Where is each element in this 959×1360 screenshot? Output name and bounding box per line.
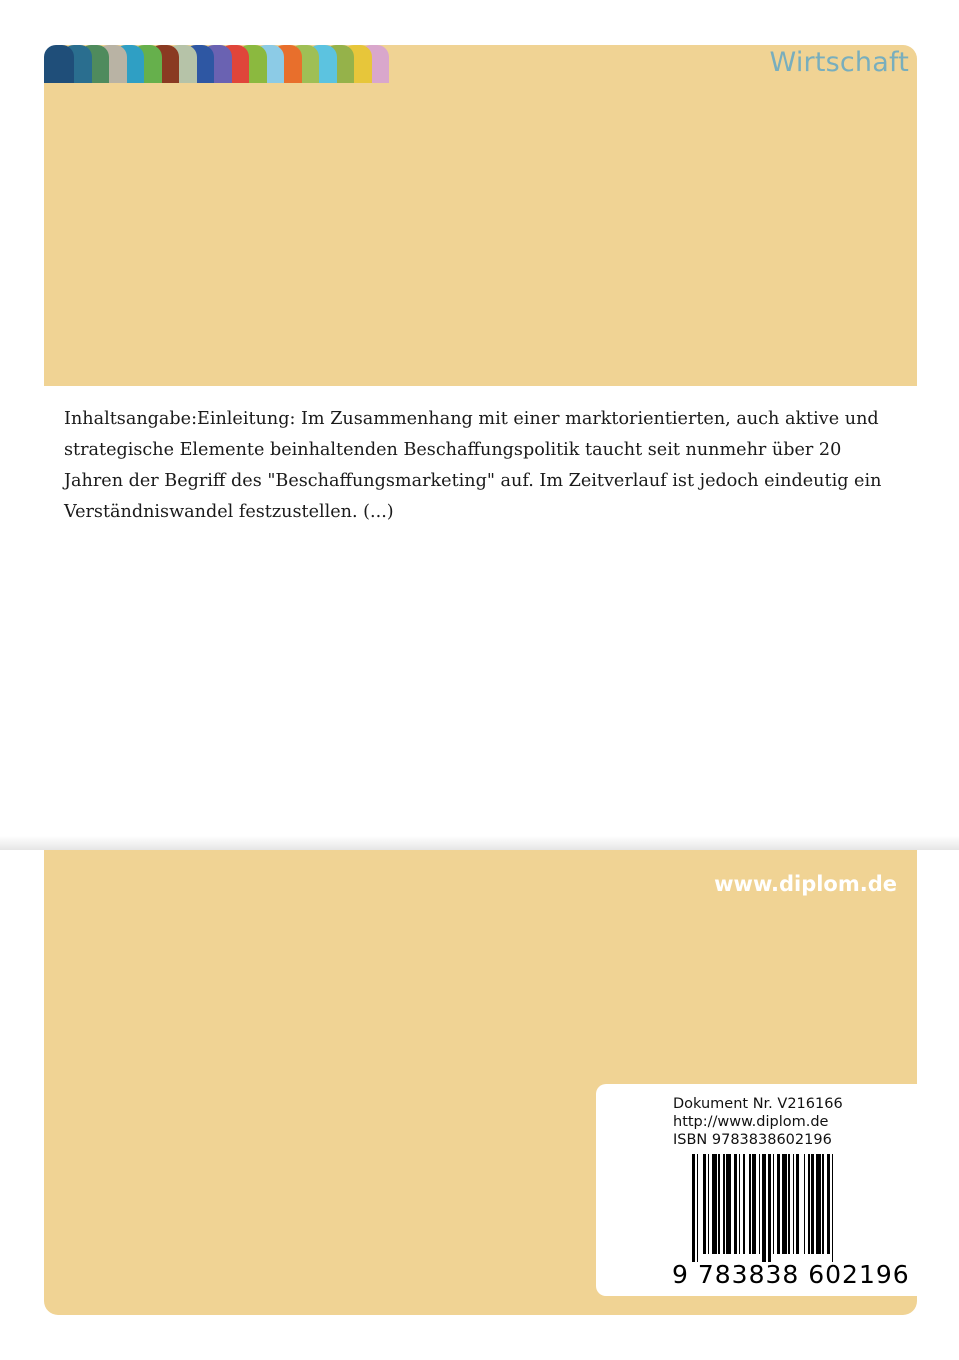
barcode-bar bbox=[804, 1154, 806, 1254]
barcode-bar bbox=[832, 1154, 834, 1262]
barcode-bar bbox=[697, 1154, 699, 1262]
barcode-bar bbox=[692, 1154, 695, 1262]
barcode-bar bbox=[726, 1154, 731, 1254]
barcode-bar bbox=[827, 1154, 830, 1254]
barcode-bars bbox=[692, 1154, 898, 1262]
color-tabs bbox=[44, 45, 384, 83]
barcode-bar bbox=[762, 1154, 767, 1262]
barcode-bar bbox=[734, 1154, 737, 1254]
barcode-bar bbox=[768, 1154, 771, 1262]
barcode-bar bbox=[703, 1154, 706, 1254]
barcode-bar bbox=[777, 1154, 780, 1254]
barcode-bar bbox=[808, 1154, 810, 1254]
barcode-bar bbox=[822, 1154, 824, 1254]
color-tab bbox=[44, 45, 74, 83]
barcode-bar bbox=[793, 1154, 795, 1254]
book-description: Inhaltsangabe:Einleitung: Im Zusammenhang mit einer marktorientierten, auch aktive und strategische Elemente beinhaltenden Beschaffungspolitik taucht seit nunmehr über 20 Jahren der Begriff des "Beschaffungsmarketing" auf. Im Zeitverlauf ist jedoch eindeutig ein Verständniswandel festzustellen. (...) bbox=[64, 409, 882, 522]
cover-top-panel bbox=[44, 45, 917, 386]
barcode-bar bbox=[816, 1154, 821, 1254]
publisher-website[interactable]: www.diplom.de bbox=[714, 872, 897, 896]
cover-bottom-panel bbox=[44, 850, 917, 1315]
barcode-bar bbox=[749, 1154, 751, 1254]
barcode-bar bbox=[759, 1154, 761, 1254]
barcode-bar bbox=[811, 1154, 814, 1254]
barcode-bar bbox=[796, 1154, 799, 1254]
isbn-text: ISBN 9783838602196 bbox=[673, 1132, 832, 1148]
barcode-bar bbox=[743, 1154, 745, 1254]
barcode-bar bbox=[712, 1154, 717, 1254]
barcode-bar bbox=[782, 1154, 787, 1254]
document-number: Dokument Nr. V216166 bbox=[673, 1096, 843, 1112]
barcode-url: http://www.diplom.de bbox=[673, 1114, 829, 1130]
barcode-bar bbox=[752, 1154, 755, 1254]
panel-shadow bbox=[0, 836, 959, 850]
barcode-bar bbox=[788, 1154, 790, 1254]
barcode-bar bbox=[718, 1154, 720, 1254]
barcode-digits: 9 783838 602196 bbox=[672, 1260, 910, 1289]
category-label: Wirtschaft bbox=[769, 47, 909, 78]
barcode-bar bbox=[708, 1154, 710, 1254]
barcode-box bbox=[596, 1084, 917, 1296]
barcode-bar bbox=[739, 1154, 741, 1254]
barcode-bar bbox=[773, 1154, 775, 1254]
barcode-bar bbox=[723, 1154, 725, 1254]
